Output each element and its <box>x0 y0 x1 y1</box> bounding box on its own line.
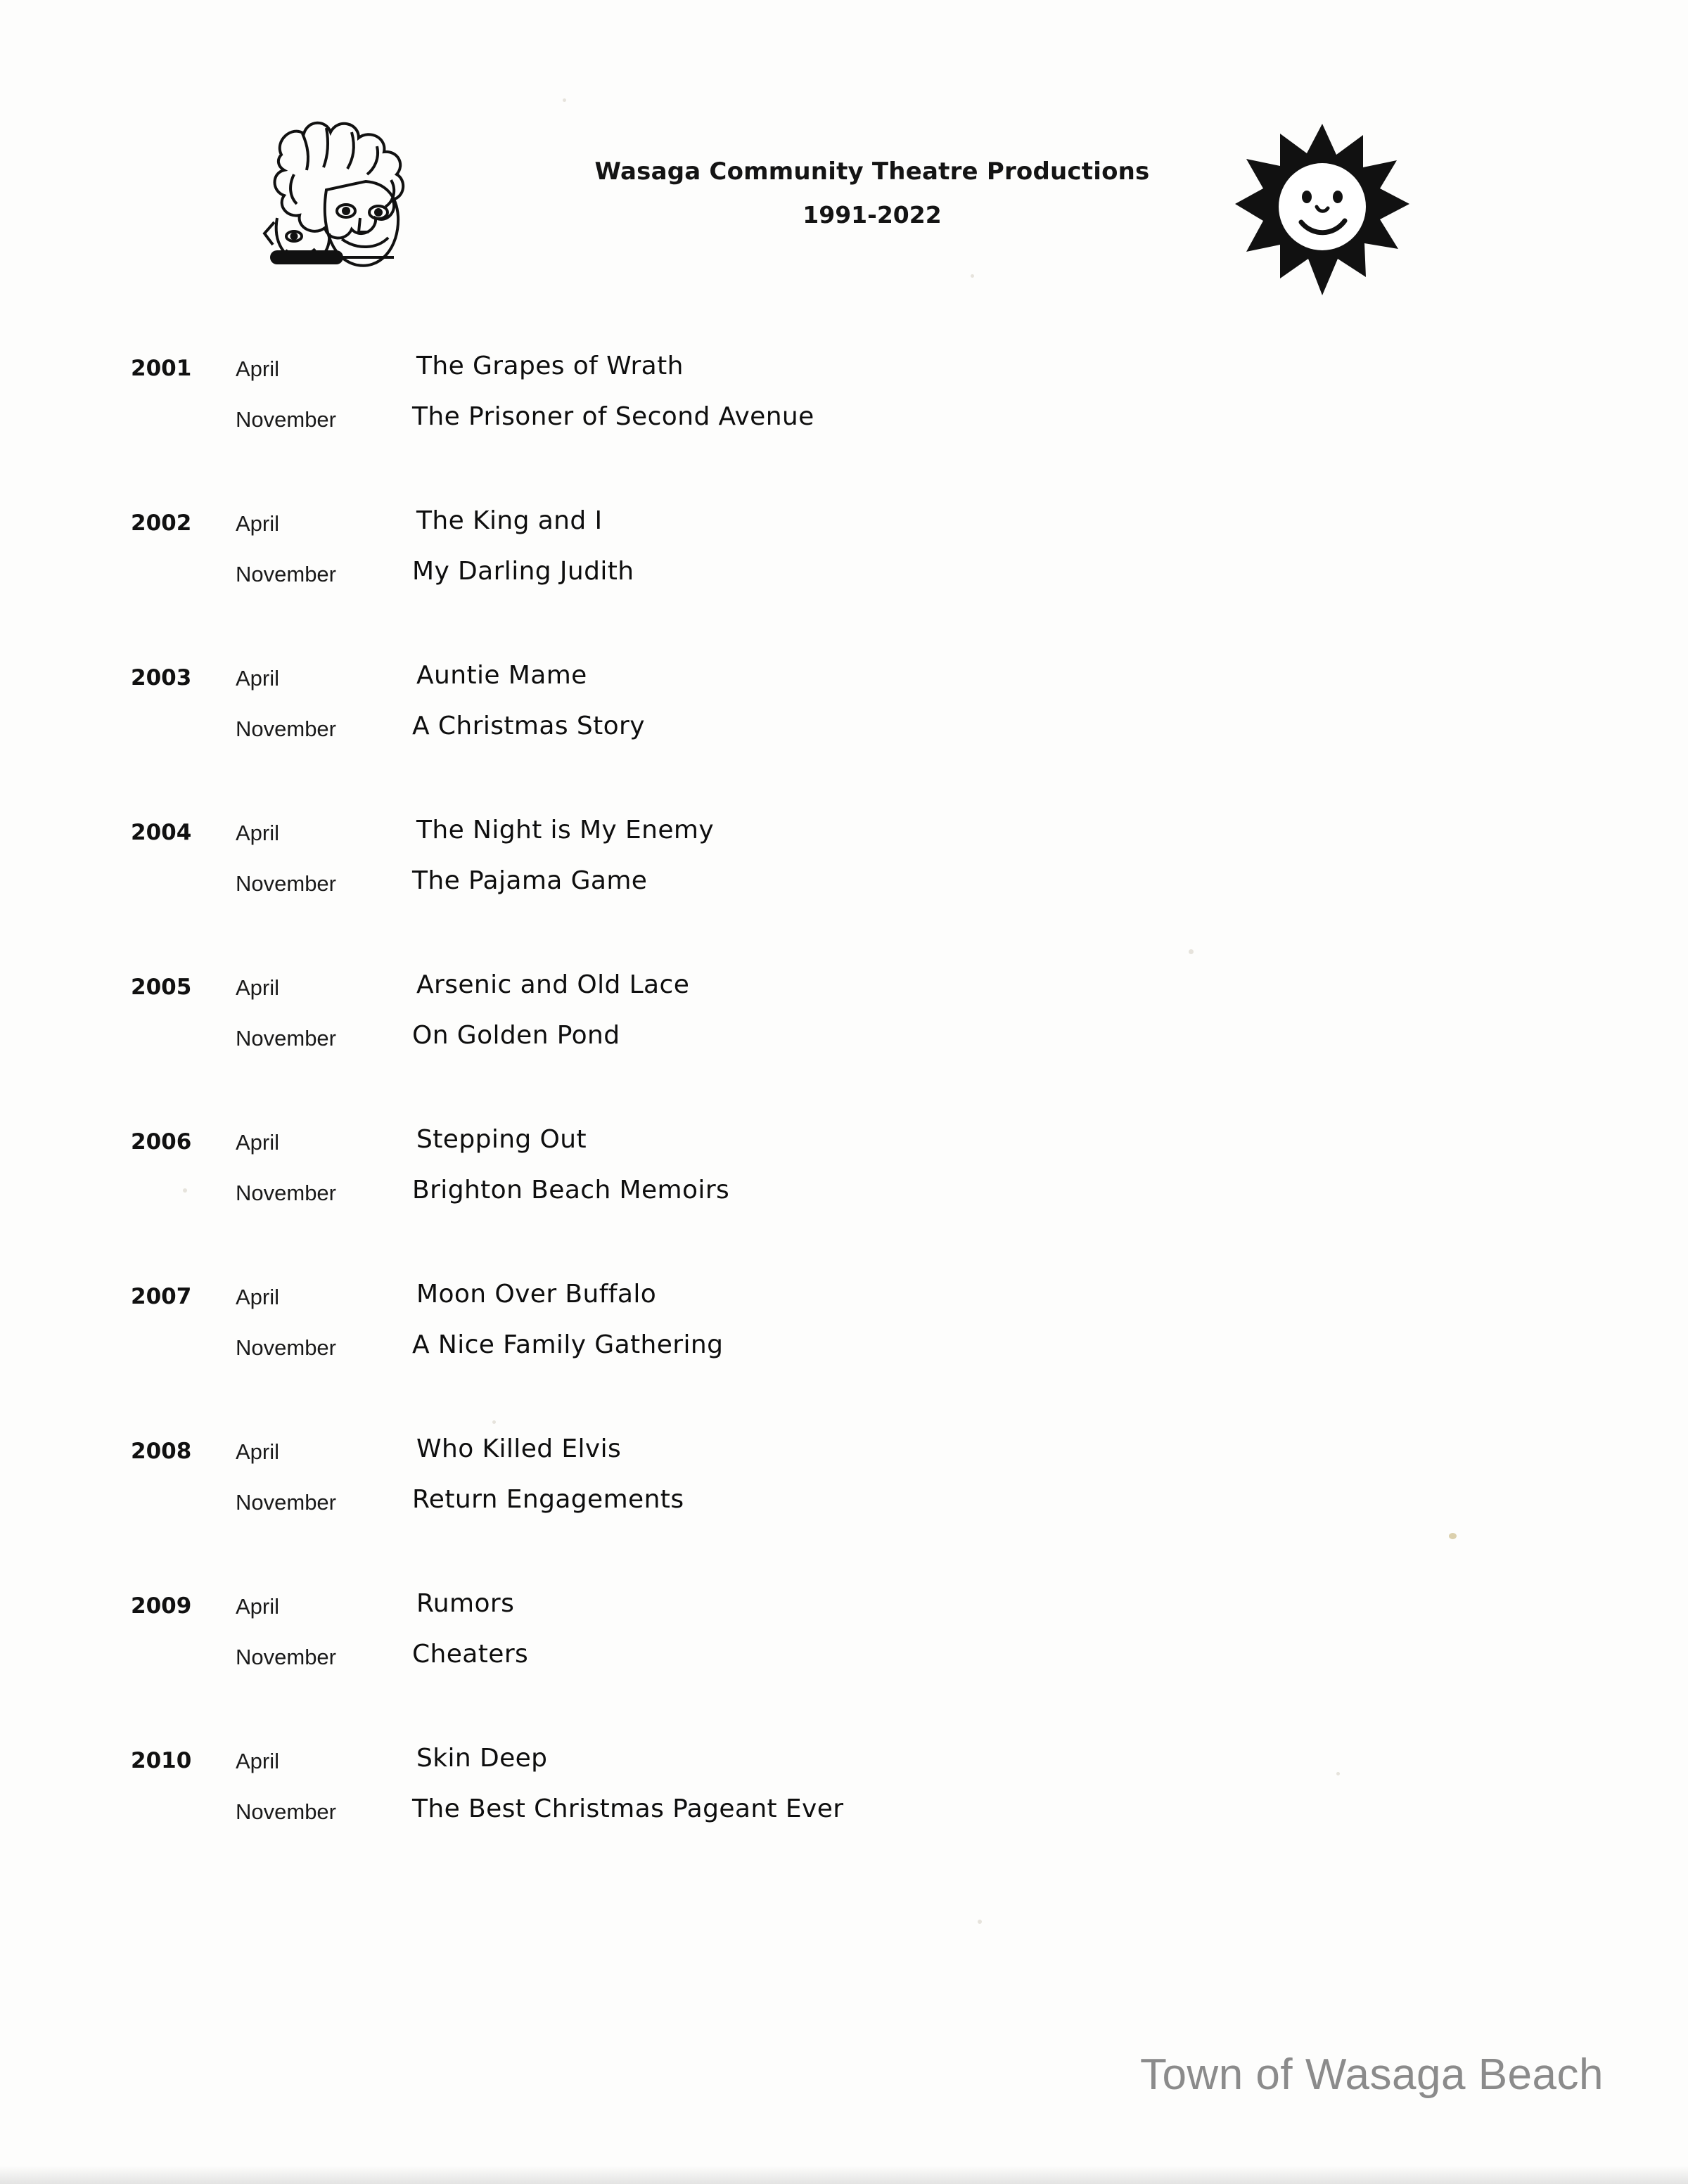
production-month: April <box>236 1439 280 1464</box>
production-title: Moon Over Buffalo <box>416 1280 657 1309</box>
productions-list <box>0 352 1688 1899</box>
production-month: November <box>236 871 336 896</box>
production-row <box>0 352 1688 402</box>
production-month: November <box>236 1645 336 1669</box>
production-row <box>0 1021 1688 1072</box>
production-month: April <box>236 1130 280 1155</box>
production-month: April <box>236 356 280 381</box>
production-title: Skin Deep <box>416 1744 548 1773</box>
production-month: April <box>236 1285 280 1309</box>
production-month: November <box>236 562 336 586</box>
production-month: April <box>236 511 280 536</box>
season-year: 2002 <box>131 510 192 536</box>
production-row <box>0 1330 1688 1381</box>
season-group <box>0 352 1688 506</box>
production-row <box>0 557 1688 608</box>
production-title: The Prisoner of Second Avenue <box>412 402 814 431</box>
season-year: 2004 <box>131 820 192 845</box>
season-group <box>0 1280 1688 1434</box>
production-title: A Nice Family Gathering <box>412 1330 724 1359</box>
production-row <box>0 506 1688 557</box>
production-month: April <box>236 1749 280 1773</box>
season-year: 2001 <box>131 356 192 381</box>
production-title: The Night is My Enemy <box>416 816 715 844</box>
season-year: 2010 <box>131 1748 192 1773</box>
sun-face-logo-icon <box>1231 120 1414 302</box>
production-row <box>0 1640 1688 1690</box>
production-row <box>0 402 1688 453</box>
production-month: November <box>236 1181 336 1205</box>
production-row <box>0 970 1688 1021</box>
production-month: November <box>236 1490 336 1515</box>
production-month: November <box>236 1026 336 1051</box>
season-group <box>0 661 1688 816</box>
production-title: Auntie Mame <box>416 661 587 690</box>
production-title: The Pajama Game <box>412 866 648 895</box>
production-row <box>0 712 1688 762</box>
production-title: My Darling Judith <box>412 557 634 586</box>
production-month: April <box>236 821 280 845</box>
production-row <box>0 1744 1688 1794</box>
production-title: Return Engagements <box>412 1485 684 1514</box>
production-title: The Best Christmas Pageant Ever <box>412 1794 844 1823</box>
production-row <box>0 1485 1688 1536</box>
season-group <box>0 1589 1688 1744</box>
season-year: 2008 <box>131 1439 192 1464</box>
season-year: 2003 <box>131 665 192 690</box>
production-month: November <box>236 1335 336 1360</box>
theatre-masks-logo-icon <box>253 113 443 288</box>
season-group <box>0 506 1688 661</box>
page-title: Wasaga Community Theatre Productions <box>594 158 1150 186</box>
production-title: The King and I <box>416 506 603 535</box>
production-title: Arsenic and Old Lace <box>416 970 690 999</box>
production-title: Rumors <box>416 1589 515 1618</box>
production-row <box>0 1589 1688 1640</box>
production-month: November <box>236 1799 336 1824</box>
production-row <box>0 1176 1688 1226</box>
production-title: A Christmas Story <box>412 712 645 740</box>
footer-watermark: Town of Wasaga Beach <box>1139 2050 1604 2099</box>
document-header <box>232 105 1442 288</box>
production-row <box>0 1794 1688 1845</box>
season-year: 2005 <box>131 975 192 1000</box>
production-month: April <box>236 975 280 1000</box>
production-title: Who Killed Elvis <box>416 1434 622 1463</box>
production-month: April <box>236 666 280 690</box>
production-title: Cheaters <box>412 1640 529 1669</box>
production-row <box>0 1434 1688 1485</box>
production-month: November <box>236 717 336 741</box>
production-row <box>0 816 1688 866</box>
production-title: Stepping Out <box>416 1125 587 1154</box>
production-month: April <box>236 1594 280 1619</box>
season-group <box>0 1744 1688 1899</box>
season-group <box>0 1125 1688 1280</box>
season-year: 2007 <box>131 1284 192 1309</box>
production-row <box>0 866 1688 917</box>
season-group <box>0 816 1688 970</box>
production-row <box>0 661 1688 712</box>
season-group <box>0 970 1688 1125</box>
page-subtitle: 1991-2022 <box>803 201 942 229</box>
season-group <box>0 1434 1688 1589</box>
production-title: On Golden Pond <box>412 1021 620 1050</box>
production-row <box>0 1280 1688 1330</box>
season-year: 2006 <box>131 1129 192 1155</box>
production-title: Brighton Beach Memoirs <box>412 1176 730 1205</box>
header-title-block <box>528 158 1217 229</box>
production-row <box>0 1125 1688 1176</box>
production-title: The Grapes of Wrath <box>416 352 684 380</box>
season-year: 2009 <box>131 1593 192 1619</box>
production-month: November <box>236 407 336 432</box>
